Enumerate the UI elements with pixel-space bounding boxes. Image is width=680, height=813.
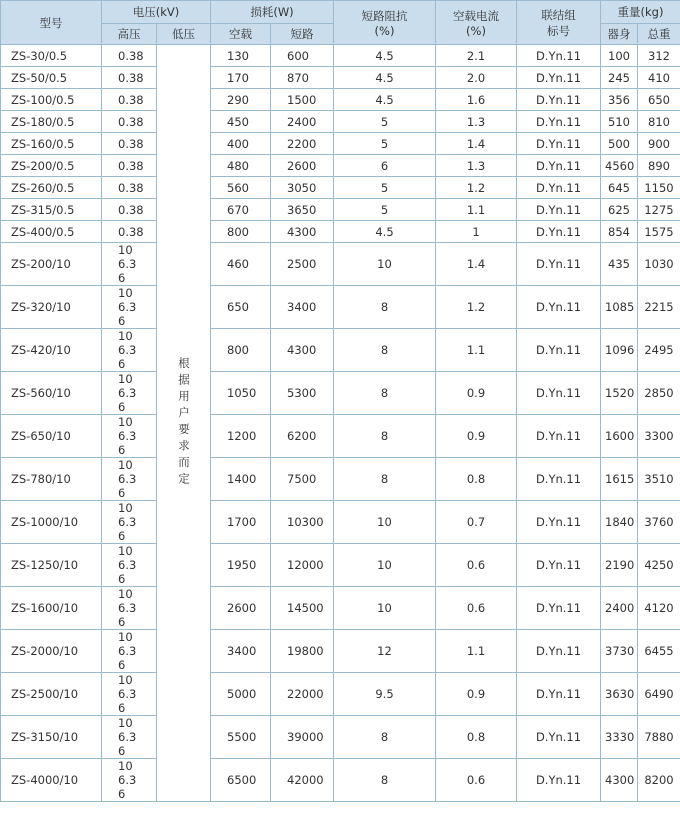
cell-total-weight: 650: [638, 89, 680, 111]
cell-short-loss: 12000: [271, 544, 334, 587]
header-voltage: 电压(kV): [102, 1, 211, 24]
hv-value: 6: [118, 443, 126, 457]
hv-value: 6: [118, 529, 126, 543]
cell-noload-loss: 800: [211, 221, 271, 243]
cell-impedance: 8: [334, 329, 436, 372]
cell-short-loss: 14500: [271, 587, 334, 630]
table-row: [1, 286, 680, 329]
cell-noload-current: 0.6: [436, 759, 517, 802]
cell-connection-group: D.Yn.11: [517, 415, 601, 458]
cell-noload-current: 1.3: [436, 155, 517, 177]
hv-value: 6.3: [118, 386, 137, 400]
cell-hv: [102, 544, 157, 587]
hv-value: 10: [118, 673, 133, 687]
cell-total-weight: 4120: [638, 587, 680, 630]
header-impedance-line1: 短路阻抗: [361, 8, 408, 23]
cell-noload-loss: 1700: [211, 501, 271, 544]
cell-short-loss: 4300: [271, 221, 334, 243]
cell-connection-group: D.Yn.11: [517, 133, 601, 155]
cell-hv: 0.38: [102, 89, 157, 111]
table-row: [1, 111, 680, 133]
hv-value: 6: [118, 615, 126, 629]
hv-value: 10: [118, 286, 133, 300]
header-noload-current: [436, 1, 517, 45]
cell-impedance: 10: [334, 243, 436, 286]
cell-noload-current: 1.2: [436, 286, 517, 329]
cell-short-loss: 2600: [271, 155, 334, 177]
hv-value: 10: [118, 716, 133, 730]
cell-total-weight: 4250: [638, 544, 680, 587]
cell-connection-group: D.Yn.11: [517, 587, 601, 630]
cell-impedance: 5: [334, 199, 436, 221]
cell-model: ZS-2000/10: [1, 630, 102, 673]
cell-hv: 0.38: [102, 221, 157, 243]
cell-body-weight: 2190: [601, 544, 638, 587]
cell-noload-loss: 400: [211, 133, 271, 155]
hv-value: 10: [118, 372, 133, 386]
cell-impedance: 4.5: [334, 221, 436, 243]
cell-connection-group: D.Yn.11: [517, 372, 601, 415]
cell-body-weight: 245: [601, 67, 638, 89]
cell-model: ZS-1250/10: [1, 544, 102, 587]
hv-value: 6.3: [118, 300, 137, 314]
cell-hv: [102, 716, 157, 759]
cell-noload-loss: 5000: [211, 673, 271, 716]
cell-hv: [102, 501, 157, 544]
hv-value: 10: [118, 415, 133, 429]
cell-total-weight: 1150: [638, 177, 680, 199]
cell-body-weight: 645: [601, 177, 638, 199]
cell-noload-current: 0.6: [436, 544, 517, 587]
hv-value: 6: [118, 787, 126, 801]
cell-noload-current: 1.1: [436, 329, 517, 372]
table-row: [1, 133, 680, 155]
cell-total-weight: 3510: [638, 458, 680, 501]
cell-body-weight: 1600: [601, 415, 638, 458]
hv-value: 6: [118, 744, 126, 758]
cell-connection-group: D.Yn.11: [517, 458, 601, 501]
cell-total-weight: 2850: [638, 372, 680, 415]
cell-short-loss: 600: [271, 45, 334, 67]
cell-connection-group: D.Yn.11: [517, 67, 601, 89]
cell-noload-current: 1.2: [436, 177, 517, 199]
header-group-line2: 标号: [547, 23, 570, 38]
cell-connection-group: D.Yn.11: [517, 544, 601, 587]
table-row: [1, 759, 680, 802]
cell-impedance: 4.5: [334, 89, 436, 111]
cell-total-weight: 3760: [638, 501, 680, 544]
table-row: [1, 501, 680, 544]
cell-model: ZS-315/0.5: [1, 199, 102, 221]
cell-body-weight: 3330: [601, 716, 638, 759]
cell-model: ZS-320/10: [1, 286, 102, 329]
table-row: [1, 630, 680, 673]
cell-total-weight: 6455: [638, 630, 680, 673]
cell-connection-group: D.Yn.11: [517, 221, 601, 243]
hv-value: 6.3: [118, 687, 137, 701]
cell-connection-group: D.Yn.11: [517, 630, 601, 673]
cell-noload-current: 0.6: [436, 587, 517, 630]
cell-connection-group: D.Yn.11: [517, 155, 601, 177]
cell-total-weight: 1030: [638, 243, 680, 286]
cell-hv: [102, 415, 157, 458]
cell-short-loss: 4300: [271, 329, 334, 372]
hv-value: 6: [118, 572, 126, 586]
cell-short-loss: 5300: [271, 372, 334, 415]
hv-value: 6: [118, 486, 126, 500]
cell-body-weight: 3730: [601, 630, 638, 673]
cell-short-loss: 2400: [271, 111, 334, 133]
header-current-line2: (%): [466, 23, 486, 38]
hv-value: 6.3: [118, 730, 137, 744]
cell-model: ZS-650/10: [1, 415, 102, 458]
table-row: [1, 716, 680, 759]
header-group-line1: 联结组: [541, 7, 576, 22]
cell-connection-group: D.Yn.11: [517, 673, 601, 716]
cell-impedance: 8: [334, 415, 436, 458]
header-weight: 重量(kg): [601, 1, 680, 24]
cell-model: ZS-200/0.5: [1, 155, 102, 177]
cell-impedance: 6: [334, 155, 436, 177]
header-loss: 损耗(W): [211, 1, 334, 24]
cell-impedance: 10: [334, 587, 436, 630]
hv-value: 10: [118, 587, 133, 601]
cell-impedance: 5: [334, 111, 436, 133]
cell-lv-note: [157, 45, 211, 802]
header-short: 短路: [271, 24, 334, 45]
table-row: [1, 177, 680, 199]
cell-hv: [102, 458, 157, 501]
cell-hv: 0.38: [102, 111, 157, 133]
cell-connection-group: D.Yn.11: [517, 111, 601, 133]
cell-noload-loss: 460: [211, 243, 271, 286]
header-model: 型号: [1, 1, 102, 45]
hv-value: 10: [118, 458, 133, 472]
cell-model: ZS-1600/10: [1, 587, 102, 630]
cell-hv: 0.38: [102, 67, 157, 89]
cell-impedance: 8: [334, 716, 436, 759]
cell-model: ZS-1000/10: [1, 501, 102, 544]
hv-value: 6.3: [118, 343, 137, 357]
cell-body-weight: 500: [601, 133, 638, 155]
cell-connection-group: D.Yn.11: [517, 177, 601, 199]
hv-value: 10: [118, 329, 133, 343]
table-row: [1, 544, 680, 587]
hv-value: 6: [118, 271, 126, 285]
cell-noload-loss: 670: [211, 199, 271, 221]
cell-connection-group: D.Yn.11: [517, 89, 601, 111]
hv-value: 6.3: [118, 472, 137, 486]
cell-noload-current: 1.4: [436, 133, 517, 155]
cell-connection-group: D.Yn.11: [517, 286, 601, 329]
table-row: [1, 221, 680, 243]
cell-body-weight: 3630: [601, 673, 638, 716]
table-row: [1, 199, 680, 221]
cell-body-weight: 1096: [601, 329, 638, 372]
cell-short-loss: 22000: [271, 673, 334, 716]
cell-total-weight: 900: [638, 133, 680, 155]
cell-hv: 0.38: [102, 177, 157, 199]
cell-connection-group: D.Yn.11: [517, 45, 601, 67]
cell-noload-loss: 450: [211, 111, 271, 133]
cell-impedance: 5: [334, 177, 436, 199]
cell-connection-group: D.Yn.11: [517, 329, 601, 372]
table-row: [1, 329, 680, 372]
cell-total-weight: 1575: [638, 221, 680, 243]
cell-total-weight: 7880: [638, 716, 680, 759]
cell-total-weight: 312: [638, 45, 680, 67]
cell-impedance: 4.5: [334, 45, 436, 67]
hv-value: 10: [118, 544, 133, 558]
hv-value: 6: [118, 314, 126, 328]
cell-model: ZS-160/0.5: [1, 133, 102, 155]
cell-impedance: 4.5: [334, 67, 436, 89]
cell-model: ZS-50/0.5: [1, 67, 102, 89]
hv-value: 6: [118, 400, 126, 414]
cell-connection-group: D.Yn.11: [517, 243, 601, 286]
hv-value: 6.3: [118, 257, 137, 271]
cell-noload-current: 0.9: [436, 673, 517, 716]
cell-connection-group: D.Yn.11: [517, 716, 601, 759]
cell-model: ZS-260/0.5: [1, 177, 102, 199]
cell-short-loss: 6200: [271, 415, 334, 458]
cell-model: ZS-420/10: [1, 329, 102, 372]
cell-hv: [102, 243, 157, 286]
cell-body-weight: 1520: [601, 372, 638, 415]
hv-value: 6.3: [118, 601, 137, 615]
cell-hv: [102, 673, 157, 716]
cell-body-weight: 1840: [601, 501, 638, 544]
cell-hv: [102, 372, 157, 415]
cell-noload-loss: 800: [211, 329, 271, 372]
table-row: [1, 45, 680, 67]
cell-hv: 0.38: [102, 133, 157, 155]
table-row: [1, 89, 680, 111]
cell-connection-group: D.Yn.11: [517, 501, 601, 544]
table-row: [1, 67, 680, 89]
cell-noload-loss: 480: [211, 155, 271, 177]
table-row: [1, 587, 680, 630]
hv-value: 6: [118, 357, 126, 371]
cell-short-loss: 2500: [271, 243, 334, 286]
cell-short-loss: 3650: [271, 199, 334, 221]
cell-connection-group: D.Yn.11: [517, 759, 601, 802]
hv-value: 10: [118, 243, 133, 257]
cell-model: ZS-400/0.5: [1, 221, 102, 243]
cell-noload-current: 1.6: [436, 89, 517, 111]
cell-noload-current: 0.8: [436, 458, 517, 501]
table-row: [1, 673, 680, 716]
cell-impedance: 12: [334, 630, 436, 673]
table-row: [1, 243, 680, 286]
cell-noload-loss: 2600: [211, 587, 271, 630]
cell-noload-loss: 3400: [211, 630, 271, 673]
table-body: [1, 45, 680, 802]
header-lv: 低压: [157, 24, 211, 45]
cell-hv: [102, 759, 157, 802]
cell-body-weight: 4300: [601, 759, 638, 802]
hv-value: 6.3: [118, 429, 137, 443]
header-current-line1: 空载电流: [453, 8, 499, 23]
cell-noload-loss: 560: [211, 177, 271, 199]
cell-impedance: 8: [334, 759, 436, 802]
cell-hv: 0.38: [102, 45, 157, 67]
cell-short-loss: 1500: [271, 89, 334, 111]
cell-body-weight: 100: [601, 45, 638, 67]
header-connection-group: [517, 1, 601, 45]
cell-total-weight: 890: [638, 155, 680, 177]
hv-value: 6.3: [118, 773, 137, 787]
header-impedance-line2: (%): [374, 23, 395, 38]
cell-hv: [102, 630, 157, 673]
cell-noload-loss: 170: [211, 67, 271, 89]
cell-short-loss: 7500: [271, 458, 334, 501]
cell-total-weight: 810: [638, 111, 680, 133]
hv-value: 10: [118, 501, 133, 515]
cell-noload-current: 0.7: [436, 501, 517, 544]
cell-body-weight: 356: [601, 89, 638, 111]
cell-total-weight: 3300: [638, 415, 680, 458]
cell-body-weight: 510: [601, 111, 638, 133]
hv-value: 6.3: [118, 644, 137, 658]
cell-model: ZS-4000/10: [1, 759, 102, 802]
cell-model: ZS-560/10: [1, 372, 102, 415]
cell-short-loss: 870: [271, 67, 334, 89]
cell-impedance: 8: [334, 458, 436, 501]
header-noload: 空载: [211, 24, 271, 45]
table-row: [1, 458, 680, 501]
cell-body-weight: 1615: [601, 458, 638, 501]
cell-noload-loss: 290: [211, 89, 271, 111]
cell-model: ZS-780/10: [1, 458, 102, 501]
cell-total-weight: 2215: [638, 286, 680, 329]
cell-short-loss: 3400: [271, 286, 334, 329]
cell-noload-loss: 650: [211, 286, 271, 329]
cell-model: ZS-2500/10: [1, 673, 102, 716]
cell-hv: 0.38: [102, 199, 157, 221]
cell-noload-loss: 1050: [211, 372, 271, 415]
hv-value: 6.3: [118, 515, 137, 529]
table-row: [1, 155, 680, 177]
cell-hv: [102, 587, 157, 630]
cell-body-weight: 854: [601, 221, 638, 243]
cell-short-loss: 2200: [271, 133, 334, 155]
cell-noload-current: 0.9: [436, 415, 517, 458]
cell-body-weight: 625: [601, 199, 638, 221]
cell-total-weight: 2495: [638, 329, 680, 372]
cell-noload-loss: 130: [211, 45, 271, 67]
cell-hv: 0.38: [102, 155, 157, 177]
cell-total-weight: 8200: [638, 759, 680, 802]
cell-body-weight: 1085: [601, 286, 638, 329]
cell-total-weight: 6490: [638, 673, 680, 716]
cell-noload-current: 1.3: [436, 111, 517, 133]
cell-short-loss: 19800: [271, 630, 334, 673]
cell-noload-current: 0.9: [436, 372, 517, 415]
cell-noload-current: 1.1: [436, 630, 517, 673]
cell-impedance: 8: [334, 372, 436, 415]
cell-noload-loss: 5500: [211, 716, 271, 759]
lv-note-text: 根据用户要求而定: [177, 357, 191, 489]
cell-short-loss: 39000: [271, 716, 334, 759]
cell-body-weight: 4560: [601, 155, 638, 177]
cell-noload-loss: 1200: [211, 415, 271, 458]
hv-value: 10: [118, 630, 133, 644]
cell-short-loss: 10300: [271, 501, 334, 544]
cell-impedance: 10: [334, 544, 436, 587]
cell-body-weight: 2400: [601, 587, 638, 630]
cell-model: ZS-200/10: [1, 243, 102, 286]
table-row: [1, 415, 680, 458]
cell-noload-loss: 6500: [211, 759, 271, 802]
cell-hv: [102, 286, 157, 329]
cell-short-loss: 3050: [271, 177, 334, 199]
cell-model: ZS-30/0.5: [1, 45, 102, 67]
hv-value: 10: [118, 759, 133, 773]
table-row: [1, 372, 680, 415]
cell-total-weight: 410: [638, 67, 680, 89]
cell-noload-current: 1: [436, 221, 517, 243]
cell-model: ZS-3150/10: [1, 716, 102, 759]
header-hv: 高压: [102, 24, 157, 45]
cell-total-weight: 1275: [638, 199, 680, 221]
cell-body-weight: 435: [601, 243, 638, 286]
header-total: 总重: [638, 24, 680, 45]
cell-connection-group: D.Yn.11: [517, 199, 601, 221]
cell-short-loss: 42000: [271, 759, 334, 802]
cell-noload-current: 2.1: [436, 45, 517, 67]
cell-impedance: 8: [334, 286, 436, 329]
cell-noload-current: 1.1: [436, 199, 517, 221]
cell-impedance: 10: [334, 501, 436, 544]
cell-model: ZS-100/0.5: [1, 89, 102, 111]
header-body: 器身: [601, 24, 638, 45]
hv-value: 6.3: [118, 558, 137, 572]
cell-hv: [102, 329, 157, 372]
cell-noload-loss: 1400: [211, 458, 271, 501]
cell-impedance: 5: [334, 133, 436, 155]
cell-model: ZS-180/0.5: [1, 111, 102, 133]
hv-value: 6: [118, 658, 126, 672]
cell-noload-loss: 1950: [211, 544, 271, 587]
cell-impedance: 9.5: [334, 673, 436, 716]
header-impedance: [334, 1, 436, 45]
cell-noload-current: 2.0: [436, 67, 517, 89]
cell-noload-current: 0.8: [436, 716, 517, 759]
hv-value: 6: [118, 701, 126, 715]
cell-noload-current: 1.4: [436, 243, 517, 286]
